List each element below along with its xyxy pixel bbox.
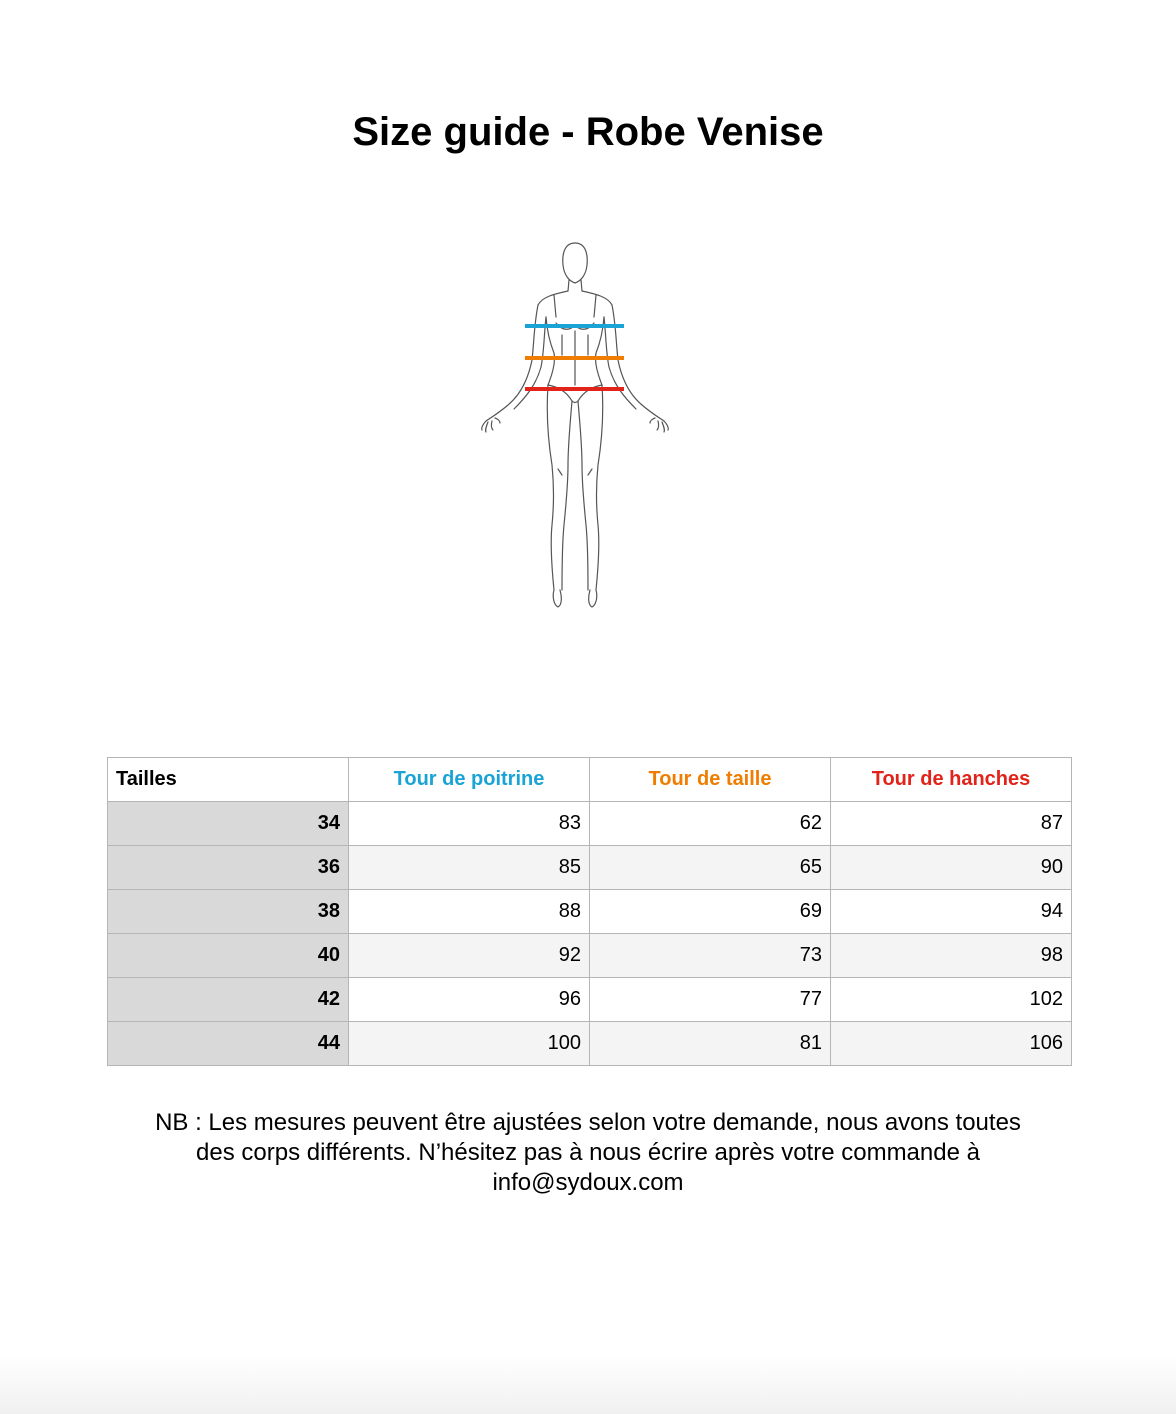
cell-hips: 106	[831, 1022, 1072, 1066]
table-row	[108, 1022, 1072, 1066]
table-row	[108, 802, 1072, 846]
cell-waist: 77	[590, 978, 831, 1022]
cell-bust: 83	[349, 802, 590, 846]
cell-bust: 88	[349, 890, 590, 934]
header-hips: Tour de hanches	[831, 758, 1072, 802]
cell-hips: 98	[831, 934, 1072, 978]
cell-size: 38	[108, 890, 349, 934]
table-row	[108, 890, 1072, 934]
page-bottom-shadow	[0, 1354, 1176, 1414]
cell-waist: 62	[590, 802, 831, 846]
footnote	[100, 1108, 1076, 1198]
cell-waist: 69	[590, 890, 831, 934]
cell-hips: 90	[831, 846, 1072, 890]
cell-bust: 100	[349, 1022, 590, 1066]
cell-size: 44	[108, 1022, 349, 1066]
cell-hips: 94	[831, 890, 1072, 934]
cell-hips: 87	[831, 802, 1072, 846]
table-row	[108, 846, 1072, 890]
cell-bust: 92	[349, 934, 590, 978]
cell-waist: 81	[590, 1022, 831, 1066]
cell-size: 42	[108, 978, 349, 1022]
cell-bust: 85	[349, 846, 590, 890]
footnote-line-1: NB : Les mesures peuvent être ajustées selon votre demande, nous avons toutes	[155, 1109, 1021, 1136]
cell-size: 34	[108, 802, 349, 846]
footnote-email[interactable]: info@sydoux.com	[492, 1169, 684, 1196]
table-row	[108, 934, 1072, 978]
size-table	[107, 757, 1072, 1066]
page-title: Size guide - Robe Venise	[352, 110, 824, 154]
cell-waist: 65	[590, 846, 831, 890]
cell-bust: 96	[349, 978, 590, 1022]
cell-waist: 73	[590, 934, 831, 978]
body-silhouette-icon	[450, 225, 710, 620]
cell-size: 36	[108, 846, 349, 890]
footnote-line-2: des corps différents. N’hésitez pas à nous écrire après votre commande à	[196, 1139, 980, 1166]
header-size: Tailles	[108, 758, 349, 802]
header-bust: Tour de poitrine	[349, 758, 590, 802]
body-figure	[450, 225, 710, 620]
table-row	[108, 978, 1072, 1022]
table-header-row	[108, 758, 1072, 802]
header-waist: Tour de taille	[590, 758, 831, 802]
cell-hips: 102	[831, 978, 1072, 1022]
cell-size: 40	[108, 934, 349, 978]
